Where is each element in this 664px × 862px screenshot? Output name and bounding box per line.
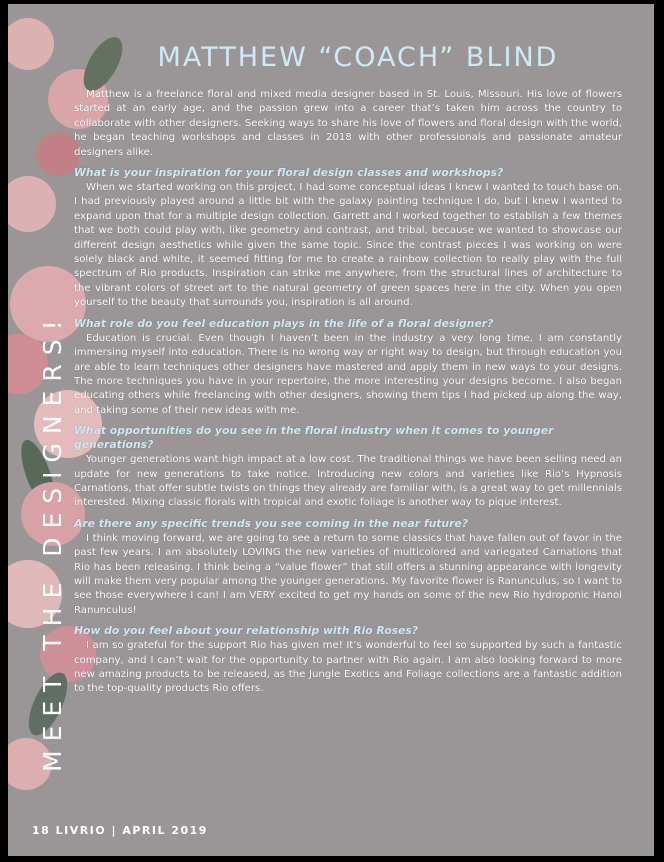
question-3: What opportunities do you see in the floral industry when it comes to younger generations? — [74, 424, 554, 452]
answer-3: Younger generations want high impact at a low cost. The traditional things we have been selling need an update for new generations to take notice. Introducing new colors and varieties like Rio’s Hypnosis Carnations, that offer subtle twists on things they already are familiar with, is a great way to get millennials interested. Mixing classic florals with tropical and exotic foliage is another way to pique interest. — [74, 454, 622, 509]
question-1: What is your inspiration for your floral design classes and workshops? — [74, 166, 504, 180]
meet-the-designers-banner: MEET THE DESIGNERS! — [38, 311, 67, 772]
page-footer: 18 LIVRIO | APRIL 2019 — [32, 824, 208, 837]
intro-paragraph: Matthew is a freelance floral and mixed media designer based in St. Louis, Missouri. His love of flowers started at an early age, and the passion grew into a career that’s taken him across the country to collaborate with other designers. Seeking ways to share his love of flowers and floral design with the world, he began teaching workshops and classes in 2018 with other professionals and passionate amateur designers alike. — [74, 89, 622, 158]
magazine-page — [8, 4, 654, 856]
answer-5: I am so grateful for the support Rio has given me! It’s wonderful to feel so supported by such a fantastic company, and I can’t wait for the opportunity to partner with Rio again. I am also looking forward to more new amazing products to be released, as the Jungle Exotics and Foliage collections are a fantastic addition to the top-quality products Rio offers. — [74, 640, 622, 695]
article-body — [74, 88, 622, 697]
question-4: Are there any specific trends you see coming in the near future? — [74, 516, 469, 530]
question-5: How do you feel about your relationship with Rio Roses? — [74, 624, 419, 638]
answer-4: I think moving forward, we are going to see a return to some classics that have fallen out of favor in the past few years. I am absolutely LOVING the new varieties of multicolored and variegated Carnations that Rio has been releasing. I think being a “value flower” that still offers a stunning appearance with longevity will make them very popular among the younger generations. My favorite flower is Ranunculus, so I want to see those everywhere I can! I am VERY excited to get my hands on some of the new Rio hydroponic Hanoi Ranunculus! — [74, 532, 622, 616]
page-title: MATTHEW “COACH” BLIND — [157, 42, 559, 73]
answer-2: Education is crucial. Even though I haven’t been in the industry a very long time, I am constantly immersing myself into education. There is no wrong way or right way to design, but through education you are able to learn techniques other designers have mastered and apply them in new ways to your designs. The more techniques you have in your repertoire, the more interesting your designs become. I also began educating others while freelancing with other designers, showing them tips I had picked up along the way, and taking some of their new ideas with me. — [74, 332, 622, 416]
question-2: What role do you feel education plays in the life of a floral designer? — [74, 316, 494, 330]
answer-1: When we started working on this project, I had some conceptual ideas I knew I wanted to touch base on. I had previously played around a little bit with the galaxy painting technique I do, but I knew I wanted to expand upon that for a multiple design collection. Garrett and I worked together to establish a few themes that we both could play with, like geometry and contrast, and tribal, because we wanted to showcase our different design aesthetics while given the same topic. Since the contrast pieces I was working on were solely black and white, it seemed fitting for me to create a rainbow collection to really play with the full spectrum of Rio products. Inspiration can strike me anywhere, from the structural lines of architecture to the vibrant colors of street art to the natural geometry of green spaces here in the city. When you open yourself to the beauty that surrounds you, inspiration is all around. — [74, 182, 622, 309]
